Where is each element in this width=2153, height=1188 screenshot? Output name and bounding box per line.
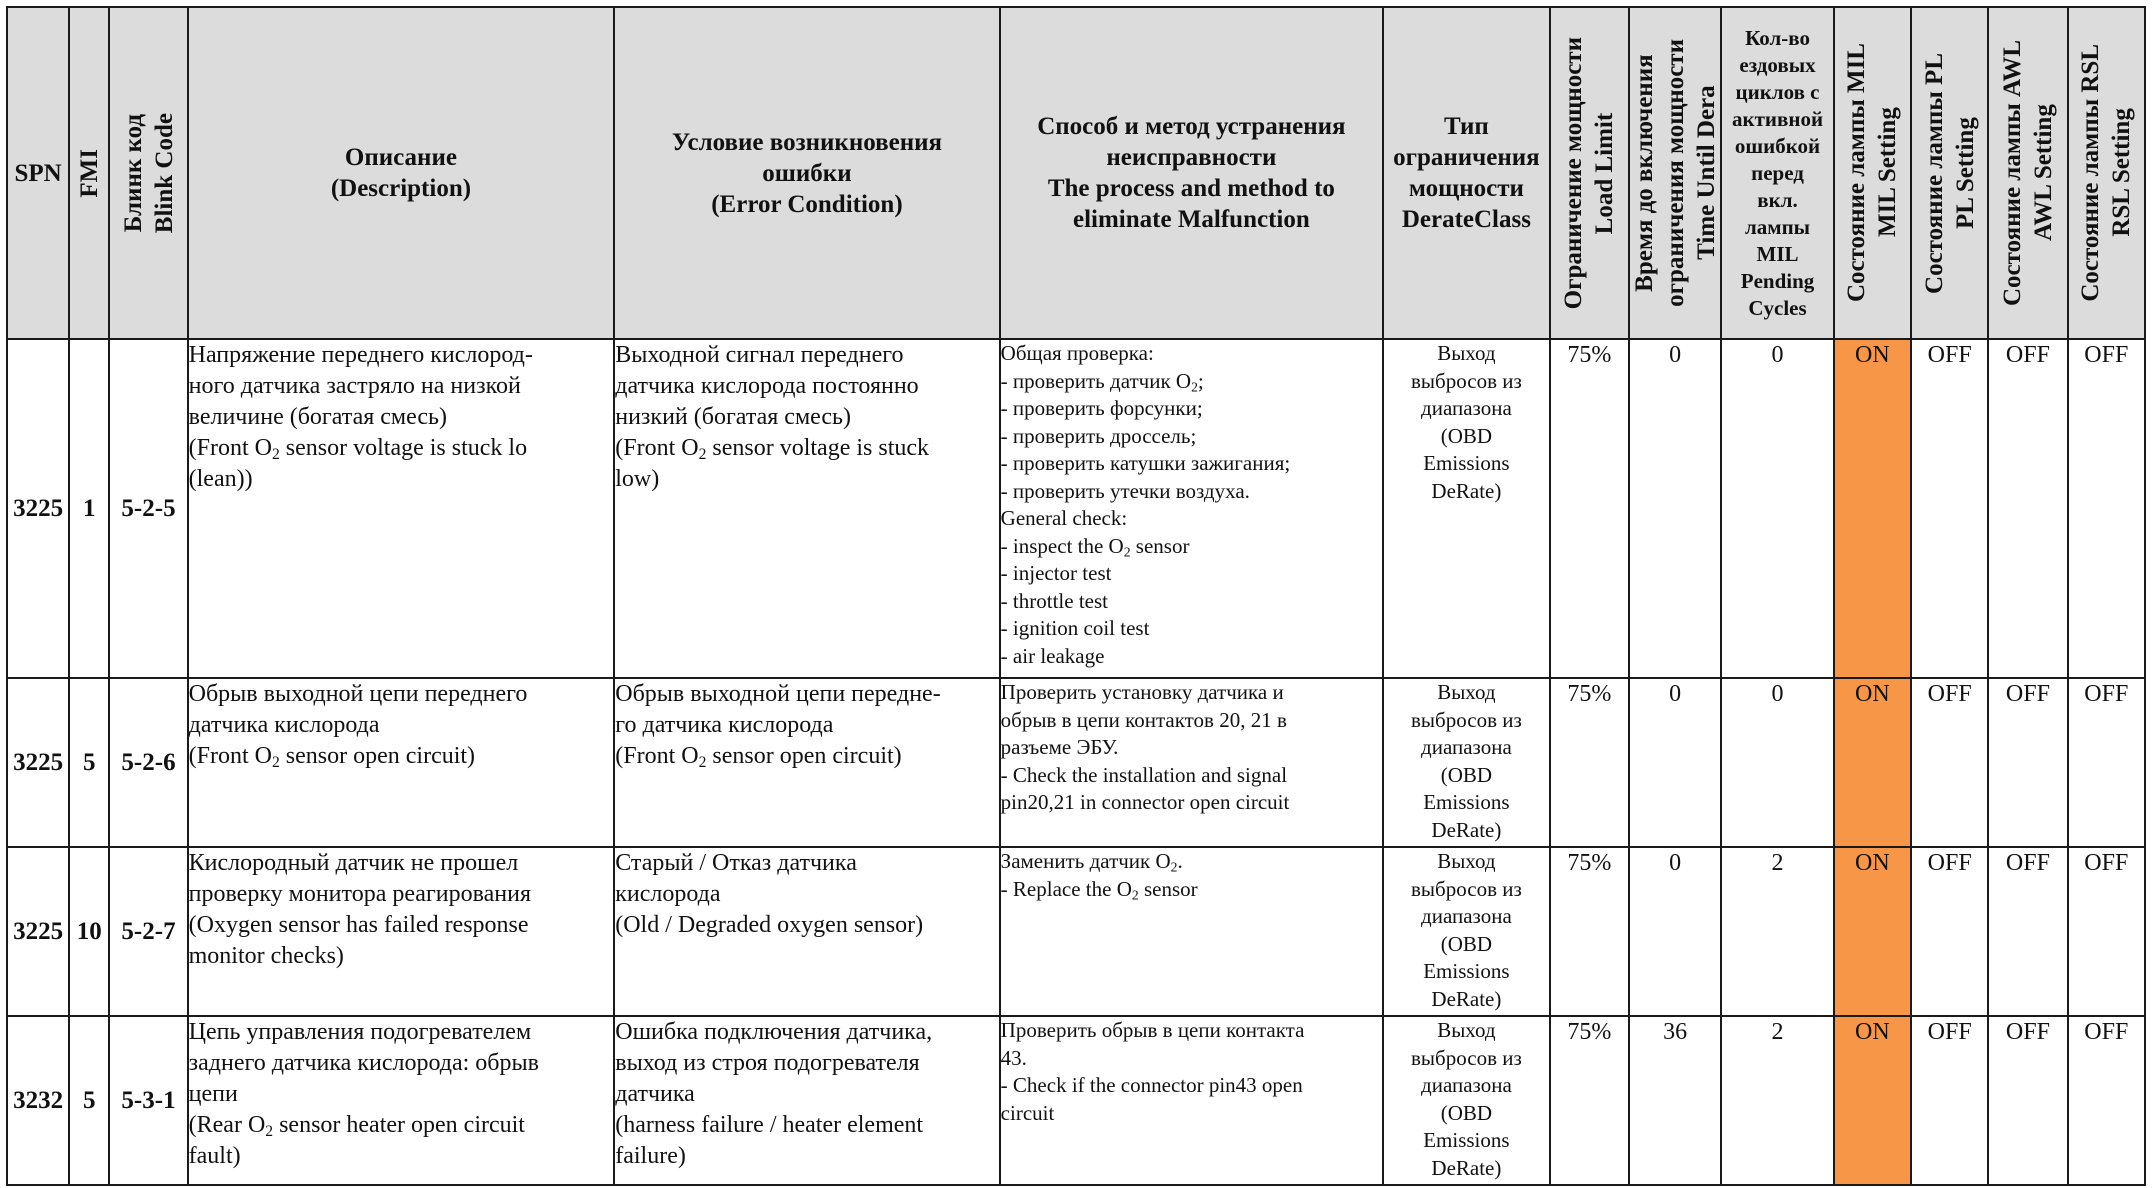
table-row	[7, 339, 2145, 678]
cell-condition: Старый / Отказ датчика кислорода (Old / Degraded oxygen sensor)	[614, 847, 999, 1016]
cell-awl-status: OFF	[1988, 847, 2067, 1016]
cell-spn: 3232	[7, 1016, 69, 1185]
cell-load-limit: 75%	[1550, 678, 1629, 847]
header-load-limit: Ограничение мощности Load Limit	[1550, 7, 1629, 339]
cell-description: Обрыв выходной цепи переднего датчика кислорода (Front $O_2$ sensor open circuit)	[188, 678, 615, 847]
cell-spn: 3225	[7, 847, 69, 1016]
cell-time-until: 0	[1629, 847, 1721, 1016]
cell-blink: 5-2-6	[109, 678, 187, 847]
table-row	[7, 678, 2145, 847]
cell-fmi: 5	[69, 678, 109, 847]
cell-fmi: 5	[69, 1016, 109, 1185]
cell-time-until: 36	[1629, 1016, 1721, 1185]
cell-blink: 5-3-1	[109, 1016, 187, 1185]
cell-mil-status: ON	[1834, 339, 1911, 678]
header-awl-setting: Состояние лампы AWL AWL Setting	[1988, 7, 2067, 339]
cell-rsl-status: OFF	[2068, 1016, 2145, 1185]
cell-blink: 5-2-7	[109, 847, 187, 1016]
cell-derate: Выход выбросов из диапазона (OBD Emissions DeRate)	[1383, 678, 1550, 847]
cell-derate: Выход выбросов из диапазона (OBD Emissions DeRate)	[1383, 339, 1550, 678]
cell-derate: Выход выбросов из диапазона (OBD Emissions DeRate)	[1383, 847, 1550, 1016]
cell-spn: 3225	[7, 339, 69, 678]
cell-load-limit: 75%	[1550, 1016, 1629, 1185]
cell-condition: Обрыв выходной цепи передне- го датчика кислорода (Front $O_2$ sensor open circuit)	[614, 678, 999, 847]
header-blink-code: Блинк код Blink Code	[109, 7, 187, 339]
cell-fmi: 1	[69, 339, 109, 678]
cell-description: Цепь управления подогревателем заднего датчика кислорода: обрыв цепи (Rear $O_2$ sensor heater open circuit fault)	[188, 1016, 615, 1185]
header-remedy: Способ и метод устранения неисправности The process and method to eliminate Malfunction	[1000, 7, 1383, 339]
cell-condition: Ошибка подключения датчика, выход из строя подогревателя датчика (harness failure / heater element failure)	[614, 1016, 999, 1185]
cell-remedy: Общая проверка: - проверить датчик $O_2$; - проверить форсунки; - проверить дроссель; - проверить катушки зажигания; - проверить утечки воздуха. General check: - inspect the $O_2$ sensor - injector test - throttle test - ignition coil test - air leakage	[1000, 339, 1383, 678]
cell-pl-status: OFF	[1911, 1016, 1988, 1185]
header-mil-setting: Состояние лампы MIL MIL Setting	[1834, 7, 1911, 339]
cell-awl-status: OFF	[1988, 1016, 2067, 1185]
table-row	[7, 847, 2145, 1016]
header-spn: SPN	[7, 7, 69, 339]
cell-awl-status: OFF	[1988, 678, 2067, 847]
header-description: Описание (Description)	[188, 7, 615, 339]
header-error-condition: Условие возникновения ошибки (Error Condition)	[614, 7, 999, 339]
cell-spn: 3225	[7, 678, 69, 847]
cell-load-limit: 75%	[1550, 847, 1629, 1016]
table-row	[7, 1016, 2145, 1185]
cell-mil-status: ON	[1834, 847, 1911, 1016]
header-pl-setting: Состояние лампы PL PL Setting	[1911, 7, 1988, 339]
cell-pending: 0	[1721, 678, 1833, 847]
cell-pending: 2	[1721, 1016, 1833, 1185]
cell-pl-status: OFF	[1911, 847, 1988, 1016]
dtc-table	[6, 6, 2146, 1186]
header-fmi: FMI	[69, 7, 109, 339]
cell-rsl-status: OFF	[2068, 847, 2145, 1016]
cell-condition: Выходной сигнал переднего датчика кислорода постоянно низкий (богатая смесь) (Front $O_2$ sensor voltage is stuck low)	[614, 339, 999, 678]
cell-awl-status: OFF	[1988, 339, 2067, 678]
cell-pending: 0	[1721, 339, 1833, 678]
cell-pl-status: OFF	[1911, 678, 1988, 847]
cell-remedy: Проверить обрыв в цепи контакта 43. - Check if the connector pin43 open circuit	[1000, 1016, 1383, 1185]
cell-remedy: Заменить датчик $O_2$. - Replace the $O_2$ sensor	[1000, 847, 1383, 1016]
cell-time-until: 0	[1629, 339, 1721, 678]
cell-pl-status: OFF	[1911, 339, 1988, 678]
header-pending-cycles: Кол-во ездовых циклов с активной ошибкой перед вкл. лампы MIL Pending Cycles	[1721, 7, 1833, 339]
cell-blink: 5-2-5	[109, 339, 187, 678]
header-derate-class: Тип ограничения мощности DerateClass	[1383, 7, 1550, 339]
header-rsl-setting: Состояние лампы RSL RSL Setting	[2068, 7, 2145, 339]
cell-mil-status: ON	[1834, 1016, 1911, 1185]
header-time-until-derate: Время до включения ограничения мощности Time Until Dera	[1629, 7, 1721, 339]
cell-pending: 2	[1721, 847, 1833, 1016]
cell-derate: Выход выбросов из диапазона (OBD Emissions DeRate)	[1383, 1016, 1550, 1185]
header-row	[7, 7, 2145, 339]
cell-description: Кислородный датчик не прошел проверку монитора реагирования (Oxygen sensor has failed response monitor checks)	[188, 847, 615, 1016]
cell-mil-status: ON	[1834, 678, 1911, 847]
cell-time-until: 0	[1629, 678, 1721, 847]
cell-description: Напряжение переднего кислород- ного датчика застряло на низкой величине (богатая смесь) (Front $O_2$ sensor voltage is stuck lo (lean))	[188, 339, 615, 678]
cell-rsl-status: OFF	[2068, 339, 2145, 678]
cell-rsl-status: OFF	[2068, 678, 2145, 847]
cell-load-limit: 75%	[1550, 339, 1629, 678]
cell-remedy: Проверить установку датчика и обрыв в цепи контактов 20, 21 в разъеме ЭБУ. - Check the installation and signal pin20,21 in connector open circuit	[1000, 678, 1383, 847]
cell-fmi: 10	[69, 847, 109, 1016]
